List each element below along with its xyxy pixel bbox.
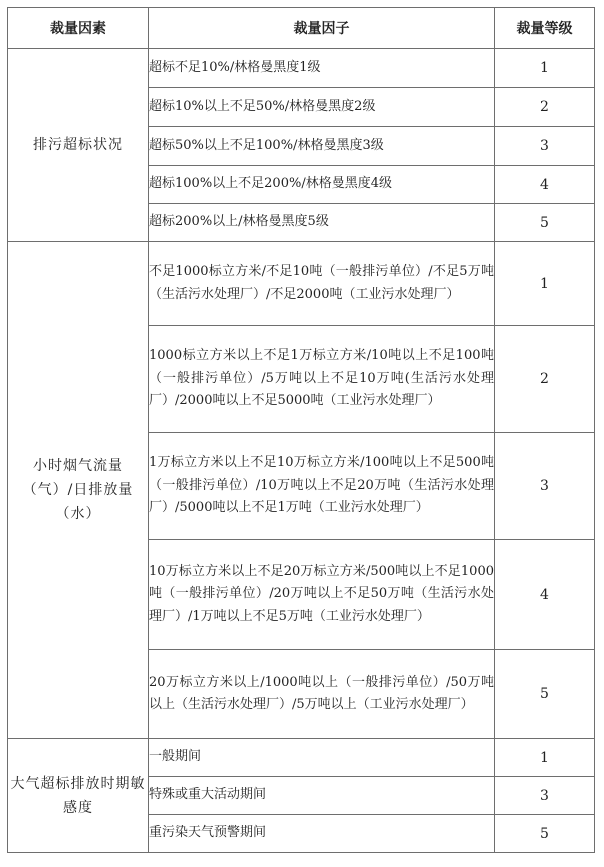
criteria-cell: 超标不足10%/林格曼黑度1级 — [149, 49, 495, 88]
discretion-table — [7, 7, 595, 853]
header-level: 裁量等级 — [495, 8, 595, 49]
level-cell: 1 — [495, 242, 595, 326]
level-cell: 4 — [495, 540, 595, 650]
level-cell: 1 — [495, 739, 595, 777]
header-factor: 裁量因素 — [8, 8, 149, 49]
header-criteria: 裁量因子 — [149, 8, 495, 49]
level-cell: 2 — [495, 326, 595, 433]
factor-cell: 排污超标状况 — [8, 49, 149, 242]
criteria-cell: 超标200%以上/林格曼黑度5级 — [149, 204, 495, 242]
level-cell: 3 — [495, 433, 595, 540]
criteria-cell: 不足1000标立方米/不足10吨（一般排污单位）/不足5万吨（生活污水处理厂）/不足2000吨（工业污水处理厂） — [149, 242, 495, 326]
criteria-cell: 超标50%以上不足100%/林格曼黑度3级 — [149, 127, 495, 166]
factor-cell: 大气超标排放时期敏感度 — [8, 739, 149, 853]
criteria-cell: 10万标立方米以上不足20万标立方米/500吨以上不足1000吨（一般排污单位）/20万吨以上不足50万吨（生活污水处理厂）/1万吨以上不足5万吨（工业污水处理厂） — [149, 540, 495, 650]
level-cell: 4 — [495, 166, 595, 204]
level-cell: 5 — [495, 204, 595, 242]
level-cell: 1 — [495, 49, 595, 88]
level-cell: 5 — [495, 815, 595, 853]
criteria-cell: 1000标立方米以上不足1万标立方米/10吨以上不足100吨（一般排污单位）/5万吨以上不足10万吨(生活污水处理厂）/2000吨以上不足5000吨（工业污水处理厂） — [149, 326, 495, 433]
criteria-cell: 1万标立方米以上不足10万标立方米/100吨以上不足500吨（一般排污单位）/10万吨以上不足20万吨（生活污水处理厂）/5000吨以上不足1万吨（工业污水处理厂） — [149, 433, 495, 540]
criteria-cell: 重污染天气预警期间 — [149, 815, 495, 853]
criteria-cell: 特殊或重大活动期间 — [149, 777, 495, 815]
criteria-cell: 超标10%以上不足50%/林格曼黑度2级 — [149, 88, 495, 127]
level-cell: 2 — [495, 88, 595, 127]
table-row — [8, 739, 595, 777]
table-row — [8, 49, 595, 88]
table-row — [8, 242, 595, 326]
criteria-cell: 20万标立方米以上/1000吨以上（一般排污单位）/50万吨以上（生活污水处理厂）/5万吨以上（工业污水处理厂） — [149, 650, 495, 739]
level-cell: 3 — [495, 127, 595, 166]
level-cell: 3 — [495, 777, 595, 815]
level-cell: 5 — [495, 650, 595, 739]
criteria-cell: 一般期间 — [149, 739, 495, 777]
criteria-cell: 超标100%以上不足200%/林格曼黑度4级 — [149, 166, 495, 204]
header-row — [8, 8, 595, 49]
factor-cell: 小时烟气流量（气）/日排放量（水） — [8, 242, 149, 739]
